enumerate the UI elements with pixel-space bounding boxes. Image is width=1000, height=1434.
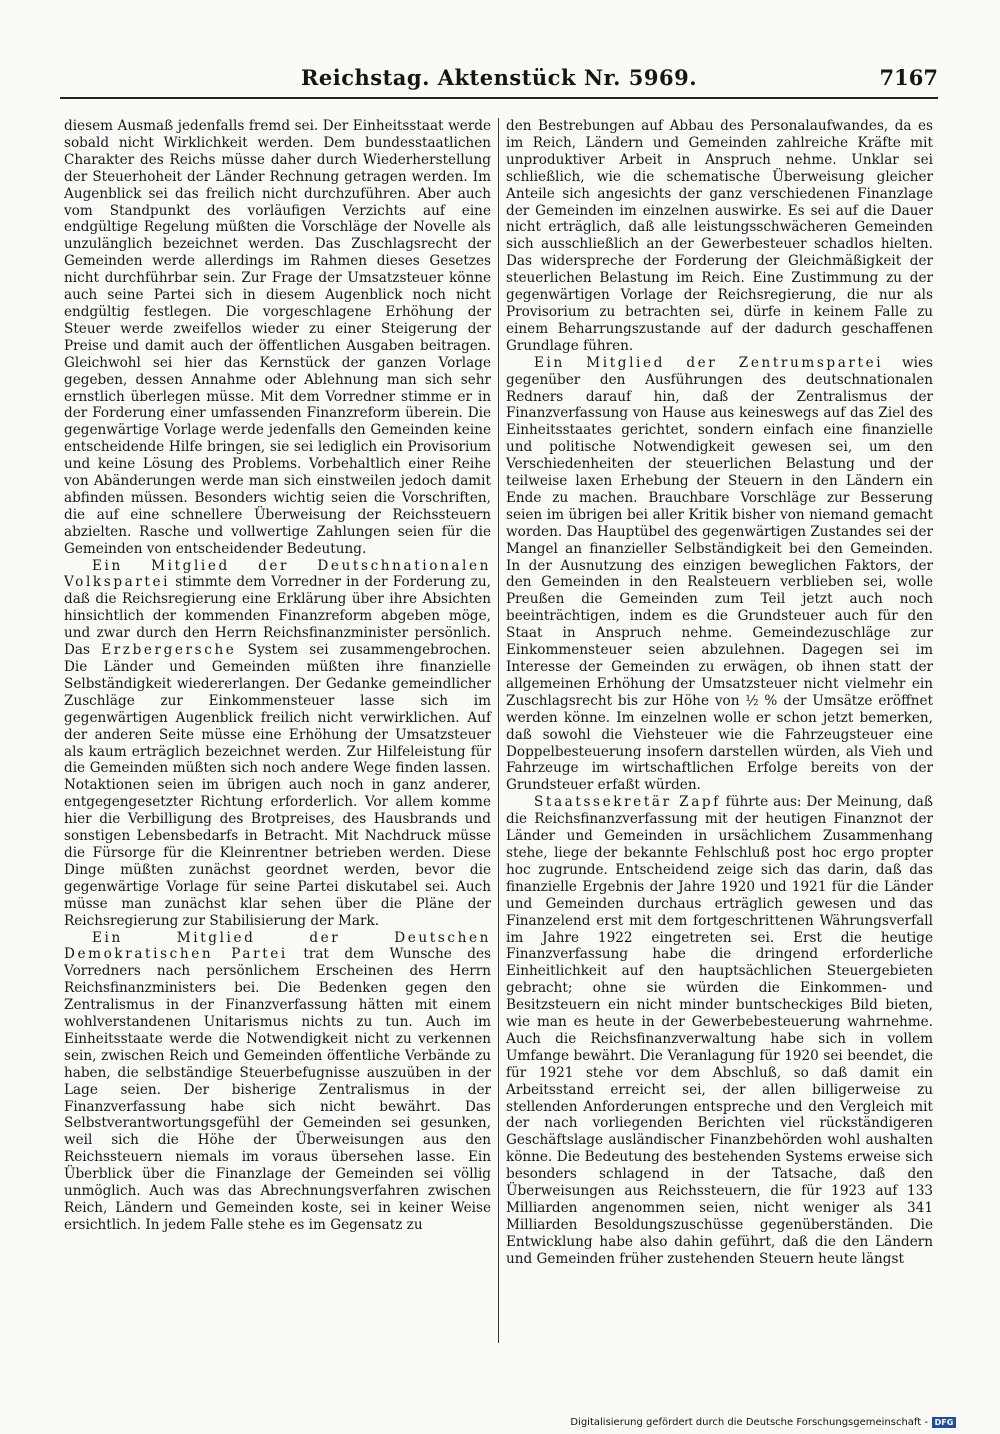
paragraph <box>64 558 491 930</box>
left-column <box>64 118 491 1358</box>
paragraph <box>506 794 933 1267</box>
speaker-label: Staatssekretär Zapf <box>534 794 721 811</box>
paragraph: diesem Ausmaß jedenfalls fremd sei. Der Einheitsstaat werde sobald nicht Wirklichkeit werden. Dem bundesstaatlichen Charakter des Reichs müsse daher durch Wiederherstellung der Steuerhoheit der Länder Rechnung getragen werden. Im Augenblick sei das freilich nicht durchzuführen. Aber auch vom Standpunkt des vorläufigen Verzichts auf eine endgültige Regelung müßten die Vorschläge der Novelle als unzulänglich bezeichnet werden. Das Zuschlagsrecht der Gemeinden werde allerdings im Rahmen dieses Gesetzes nicht durchführbar sein. Zur Frage der Umsatzsteuer könne auch seine Partei sich in diesem Augenblick noch nicht endgültig festlegen. Die vorgeschlagene Erhöhung der Steuer werde zweifellos wieder zu einer Steigerung der Preise und damit auch der öffentlichen Ausgaben beitragen. Gleichwohl sei hier das Kernstück der ganzen Vorlage gegeben, dessen Annahme oder Ablehnung man sich sehr ernstlich überlegen müsse. Mit dem Vorredner stimme er in der Forderung einer umfassenden Finanzreform überein. Die gegenwärtige Vorlage werde jedenfalls den Gemeinden keine entscheidende Hilfe bringen, sie sei lediglich ein Provisorium und keine Lösung des Problems. Vorbehaltlich einer Reihe von Abänderungen werde man sich einstweilen jedoch damit abfinden müssen. Besonders wichtig seien die Vorschriften, die auf eine schnellere Überweisung der Reichssteuern abzielten. Rasche und vollwertige Zahlungen seien für die Gemeinden von entscheidender Bedeutung. <box>64 118 491 557</box>
speaker-label: Ein Mitglied der Deutschnationalen Volkspartei <box>64 557 491 591</box>
dfg-logo-icon: DFG <box>932 1417 956 1428</box>
paragraph: den Bestrebungen auf Abbau des Personalaufwandes, da es im Reich, Ländern und Gemeinden zahlreiche Kräfte mit unproduktiver Arbeit in Anspruch nehme. Unklar sei schließlich, wie die schematische Überweisung gleicher Anteile sich angesichts der ganz verschiedenen Finanzlage der Gemeinden im einzelnen auswirke. Es sei auf die Dauer nicht erträglich, daß alle leistungsschwächeren Gemeinden sich ausschließlich an der Gewerbesteuer schadlos hielten. Das widerspreche der Forderung der Gleichmäßigkeit der steuerlichen Belastung im Reich. Eine Zustimmung zu der gegenwärtigen Vorlage der Reichsregierung, die nur als Provisorium zu betrachten sei, dürfe in keinem Falle zu einem Beharrungszustande auf der dadurch geschaffenen Grundlage führen. <box>506 118 933 354</box>
page-footer <box>570 1417 956 1428</box>
speaker-label: Ein Mitglied der Zentrumspartei <box>534 354 884 371</box>
paragraph-text: System sei zusammengebrochen. Die Länder und Gemeinden müßten ihre finanzielle Selbständigkeit wiedererlangen. Der Gedanke gemeindlicher Zuschläge zur Einkommensteuer lasse sich im gegenwärtigen Augenblick freilich nicht verwirklichen. Auf der anderen Seite müsse eine Erhöhung der Umsatzsteuer als kaum erträglich bezeichnet werden. Zur Hilfeleistung für die Gemeinden müßten sich noch andere Wege finden lassen. Notaktionen seien im übrigen auch noch in ganz anderer, entgegengesetzter Richtung erforderlich. Vor allem komme hier die Verbilligung des Brotpreises, des Hausbrands und sonstigen Lebensbedarfs in Betracht. Mit Nachdruck müsse die Fürsorge für die Kleinrentner betrieben werden. Diese Dinge müßten zunächst geordnet werden, bevor die gegenwärtige Vorlage für seine Partei diskutabel sei. Auch müsse man zunächst klar sehen über die Pläne der Reichsregierung zur Stabilisierung der Mark. <box>64 642 491 929</box>
paragraph-text: führte aus: Der Meinung, daß die Reichsfinanzverfassung mit der heutigen Finanznot der Länder und Gemeinden in ursächlichem Zusammenhang stehe, liege der bekannte Fehlschluß post hoc ergo propter hoc zugrunde. Entscheidend zeige sich das darin, daß das finanzielle Ergebnis der Jahre 1920 und 1921 für die Länder und Gemeinden durchaus erträglich gewesen und das Finanzelend erst mit dem fortgeschrittenen Währungsverfall im Jahre 1922 eingetreten sei. Erst die heutige Finanzverfassung habe die dringend erforderliche Einheitlichkeit auf den hauptsächlichen Steuergebieten gebracht; ohne sie würden die Einkommen- und Besitzsteuern ein nicht minder buntscheckiges Bild bieten, wie man es heute in der Gewerbebesteuerung wahrnehme. Auch die Reichsfinanzverwaltung habe sich in vollem Umfange bewährt. Die Veranlagung für 1920 sei beendet, die für 1921 stehe vor dem Abschluß, so daß damit ein Arbeitsstand erreicht sei, der allen billigerweise zu stellenden Anforderungen entspreche und den Vergleich mit der nach vorliegenden Berichten viel rückständigeren Geschäftslage ausländischer Finanzbehörden wohl aushalten könne. Die Bedeutung des bestehenden Systems erweise sich besonders schlagend in der Tatsache, daß den Überweisungen aus Reichssteuern, die für 1923 auf 133 Milliarden angenommen seien, nicht weniger als 341 Milliarden Besoldungszuschüsse gegenüberständen. Die Entwicklung habe also dahin geführt, daß die den Ländern und Gemeinden früher zustehenden Steuern heute längst <box>506 794 933 1267</box>
right-column <box>506 118 933 1358</box>
paragraph-text: stimmte dem Vorredner in der Forderung zu, daß die Reichsregierung eine Erklärung über ihre Absichten hinsichtlich der kommenden Finanzreform abgeben möge, und zwar durch den Herrn Reichsfinanzminister persönlich. Das <box>64 574 491 659</box>
paragraph <box>64 930 491 1234</box>
document-title: Reichstag. Aktenstück Nr. 5969. <box>300 65 698 90</box>
paragraph-text: wies gegenüber den Ausführungen des deutschnationalen Redners darauf hin, daß der Zentralismus der Finanzverfassung von Hause aus keineswegs auf das Ziel des Einheitsstaates gerichtet, sondern einfach eine finanzielle und politische Notwendigkeit gewesen sei, um den Verschiedenheiten der steuerlichen Belastung und der teilweise laxen Erhebung der Steuern in den Ländern ein Ende zu machen. Brauchbare Vorschläge zur Besserung seien im übrigen bei aller Kritik bisher von niemand gemacht worden. Das Hauptübel des gegenwärtigen Zustandes sei der Mangel an finanzieller Selbständigkeit bei den Gemeinden. In der Ausnutzung des einzigen beweglichen Faktors, der den Gemeinden in den Realsteuern verblieben sei, wolle Preußen die Gemeinden zum Teil jetzt auch noch beeinträchtigen, indem es die Grundsteuer auch für den Staat in Anspruch nehme. Gemeindezuschläge zur Einkommensteuer seien abzulehnen. Dagegen sei im Interesse der Gemeinden zu erwägen, ob ihnen statt der allgemeinen Erhöhung der Umsatzsteuer nicht vielmehr ein Zuschlagsrecht bis zur Höhe von ½ % der Umsätze eröffnet werden könne. Im einzelnen wolle er schon jetzt bemerken, daß sowohl die Viehsteuer wie die Fahrzeugsteuer eine Doppelbesteuerung insofern darstellen würden, als Vieh und Fahrzeuge im wirtschaftlichen Erfolge bereits von der Grundsteuer erfaßt würden. <box>506 354 933 794</box>
column-divider <box>498 118 499 1343</box>
page-number: 7167 <box>879 65 938 90</box>
emphasis-name: Erzbergersche <box>101 642 237 659</box>
speaker-label: Ein Mitglied der Deutschen Demokratischen Partei <box>64 929 491 963</box>
paragraph <box>506 355 933 795</box>
footer-credit: Digitalisierung gefördert durch die Deutsche Forschungsgemeinschaft - <box>570 1417 928 1428</box>
paragraph-text: trat dem Wunsche des Vorredners nach persönlichem Erscheinen des Herrn Reichsfinanzministers bei. Die Bedenken gegen den Zentralismus in der Finanzverfassung hätten mit einem wohlverstandenen Unitarismus nichts zu tun. Auch im Einheitsstaate werde die Notwendigkeit nicht zu verkennen sein, zwischen Reich und Gemeinden öffentliche Verbände zu haben, die selbständige Steuerbefugnisse auszuüben in der Lage seien. Der bisherige Zentralismus in der Finanzverfassung habe sich nicht bewährt. Das Selbstverantwortungsgefühl der Gemeinden sei gesunken, weil sich die Höhe der Überweisungen aus den Reichssteuern niemals im voraus übersehen lasse. Ein Überblick über die Finanzlage der Gemeinden sei völlig unmöglich. Auch was das Abrechnungsverfahren zwischen Reich, Ländern und Gemeinden koste, sei in keiner Weise ersichtlich. In jedem Falle stehe es im Gegensatz zu <box>64 946 491 1233</box>
page-header <box>60 63 938 99</box>
